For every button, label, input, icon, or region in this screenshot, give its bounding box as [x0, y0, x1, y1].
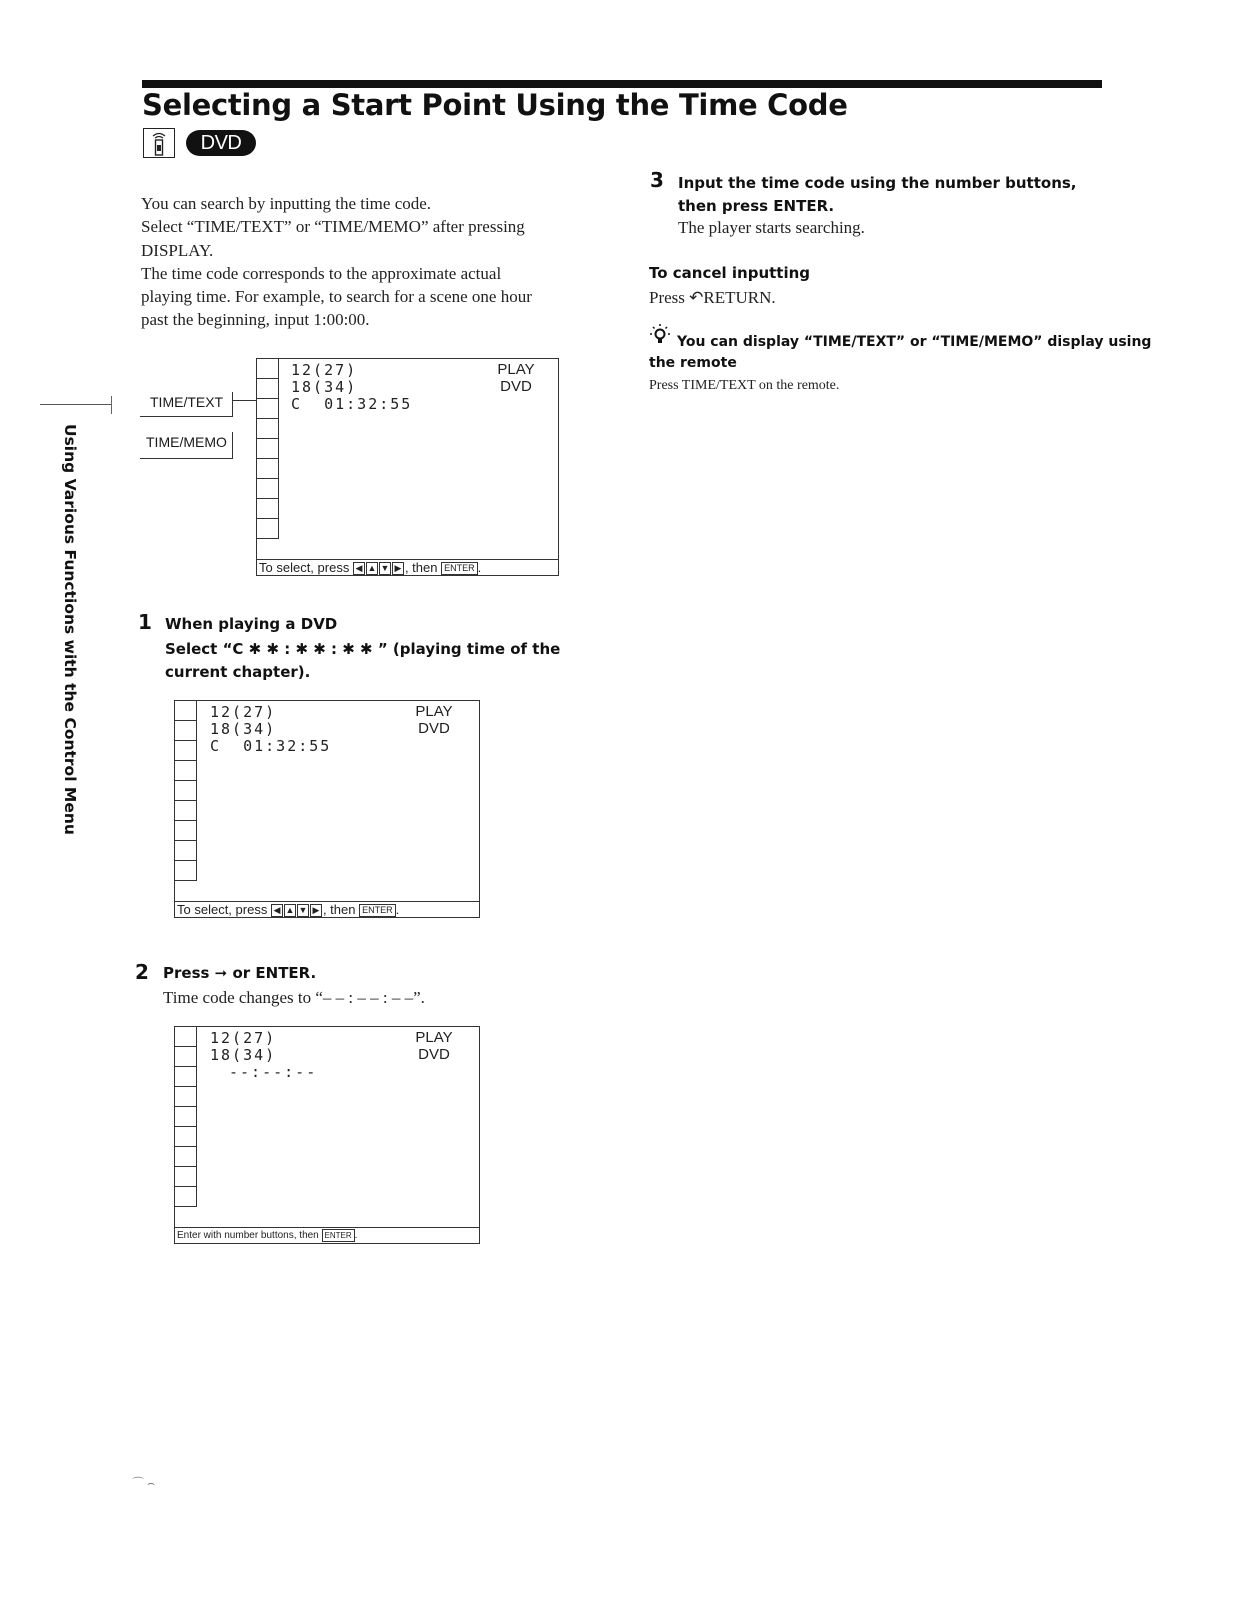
side-divider — [40, 404, 112, 405]
osd-play-status: PLAY — [415, 703, 453, 720]
osd-icon-cell — [175, 1107, 197, 1127]
time-text-label: TIME/TEXT — [140, 392, 233, 417]
osd-time-value: C 01:32:55 — [291, 395, 413, 413]
osd-icon-cell — [175, 1047, 197, 1067]
tip-description: Press TIME/TEXT on the remote. — [649, 378, 840, 393]
osd-icon-column — [257, 359, 279, 559]
osd-icon-cell — [175, 741, 197, 761]
osd-icon-cell — [175, 821, 197, 841]
osd-icon-cell — [175, 801, 197, 821]
header-rule — [142, 80, 1102, 88]
step-2-heading: Press ➞ or ENTER. — [163, 964, 317, 982]
step-3-number: 3 — [650, 168, 664, 192]
time-memo-label: TIME/MEMO — [140, 432, 233, 459]
intro-line: Select “TIME/TEXT” or “TIME/MEMO” after pressing — [141, 217, 525, 237]
osd-chapter-value: 18(34) — [210, 720, 277, 738]
remote-icon — [143, 128, 175, 158]
osd-icon-cell — [257, 439, 279, 459]
osd-icon-cell — [175, 861, 197, 881]
osd-icon-column — [175, 1027, 197, 1227]
osd-icon-cell — [175, 1027, 197, 1047]
osd-disc-type: DVD — [500, 378, 532, 395]
osd-title-value: 12(27) — [210, 703, 277, 721]
osd-icon-cell — [175, 841, 197, 861]
osd-disc-type: DVD — [418, 1046, 450, 1063]
arrow-down-key-icon: ▼ — [380, 563, 390, 573]
page-title: Selecting a Start Point Using the Time Code — [142, 88, 848, 122]
intro-paragraph — [141, 192, 601, 332]
arrow-right-key-icon: ▶ — [392, 562, 404, 575]
step-1-number: 1 — [138, 610, 152, 634]
intro-line: DISPLAY. — [141, 240, 214, 260]
enter-key-icon: ENTER — [322, 1229, 355, 1242]
osd-icon-cell — [257, 379, 279, 399]
tip-heading: You can display “TIME/TEXT” or “TIME/MEMO” display using the remote — [649, 334, 1152, 371]
arrow-up-key-icon: ▲ — [285, 905, 295, 915]
step-2-number: 2 — [135, 960, 149, 984]
osd-icon-cell — [257, 359, 279, 379]
right-arrow-icon: ➞ — [214, 964, 228, 982]
osd-icon-cell — [257, 419, 279, 439]
osd-chapter-value: 18(34) — [291, 378, 358, 396]
enter-key-icon: ENTER — [441, 562, 478, 575]
enter-key-icon: ENTER — [359, 904, 396, 917]
arrow-up-key-icon: ▲ — [367, 563, 377, 573]
page-number: ⌒ ⌢ — [132, 1476, 155, 1490]
arrow-left-key-icon: ◀ — [271, 904, 283, 917]
osd-title-value: 12(27) — [210, 1029, 277, 1047]
step-2-description: Time code changes to “– – : – – : – –”. — [163, 988, 425, 1007]
osd-icon-cell — [175, 781, 197, 801]
side-bar — [111, 396, 112, 414]
osd-icon-cell — [257, 479, 279, 499]
osd-screen-step-2 — [174, 1026, 480, 1244]
osd-icon-cell — [257, 499, 279, 519]
arrow-left-key-icon: ◀ — [353, 562, 365, 575]
arrow-right-key-icon: ▶ — [310, 904, 322, 917]
intro-line: You can search by inputting the time code. — [141, 194, 432, 213]
osd-icon-cell — [175, 1147, 197, 1167]
cancel-heading: To cancel inputting — [649, 264, 811, 282]
osd-screen-step-1 — [174, 700, 480, 918]
osd-time-input-value: --:--:-- — [229, 1063, 318, 1081]
osd-icon-cell — [175, 1167, 197, 1187]
time-text-connector — [232, 400, 258, 401]
osd-icon-cell — [257, 519, 279, 539]
dvd-badge: DVD — [186, 130, 256, 156]
osd-icon-cell — [175, 1187, 197, 1207]
osd-disc-type: DVD — [418, 720, 450, 737]
osd-icon-cell — [257, 459, 279, 479]
intro-line: playing time. For example, to search for a scene one hour — [141, 287, 532, 307]
osd-footer-hint: To select, press ◀ ▲ ▼ ▶ , then ENTER . — [175, 901, 479, 917]
osd-icon-column — [175, 701, 197, 901]
osd-icon-cell — [175, 721, 197, 741]
arrow-down-key-icon: ▼ — [298, 905, 308, 915]
side-label-text: Using Various Functions with the Control Menu — [61, 424, 79, 835]
osd-footer-hint: Enter with number buttons, then ENTER . — [175, 1227, 479, 1243]
osd-icon-cell — [175, 1067, 197, 1087]
osd-play-status: PLAY — [415, 1029, 453, 1046]
osd-icon-cell — [257, 399, 279, 419]
step-1-instruction: Select “C ✱ ✱ : ✱ ✱ : ✱ ✱ ” (playing time of the current chapter). — [165, 640, 561, 681]
osd-chapter-value: 18(34) — [210, 1046, 277, 1064]
osd-screen-time-text — [256, 358, 559, 576]
section-side-label — [50, 424, 90, 864]
step-3-description: The player starts searching. — [678, 218, 865, 237]
osd-icon-cell — [175, 701, 197, 721]
intro-line: past the beginning, input 1:00:00. — [141, 310, 370, 330]
osd-icon-cell — [175, 1127, 197, 1147]
osd-icon-cell — [175, 761, 197, 781]
osd-play-status: PLAY — [497, 361, 535, 378]
osd-icon-cell — [175, 1087, 197, 1107]
return-icon: ↶ — [689, 288, 704, 307]
step-1-heading: When playing a DVD — [165, 615, 338, 633]
step-3-heading: Input the time code using the number buttons, then press ENTER. — [678, 174, 1077, 215]
intro-line: The time code corresponds to the approximate actual — [141, 263, 502, 283]
osd-time-value: C 01:32:55 — [210, 737, 332, 755]
cancel-instruction: Press ↶RETURN. — [649, 288, 776, 307]
osd-title-value: 12(27) — [291, 361, 358, 379]
osd-footer-hint: To select, press ◀ ▲ ▼ ▶ , then ENTER . — [257, 559, 558, 575]
